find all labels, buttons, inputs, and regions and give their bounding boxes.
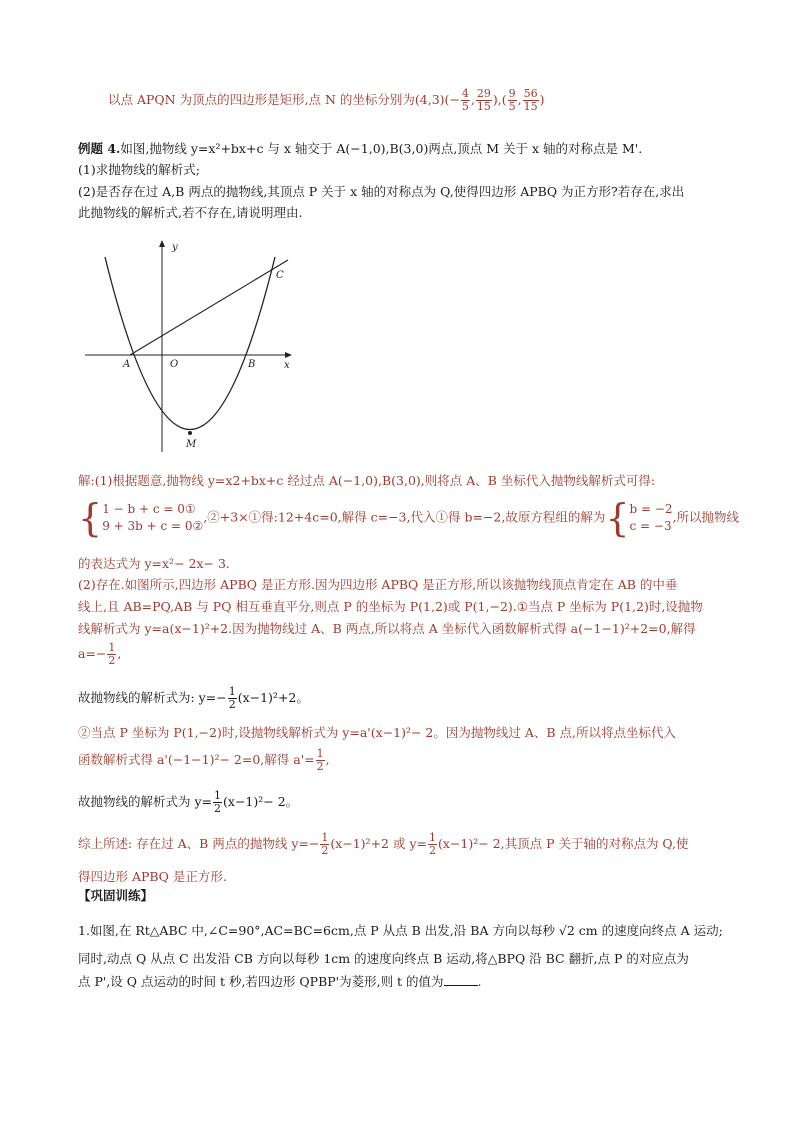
solution-b: b = −2 — [629, 502, 673, 516]
fraction — [228, 686, 237, 711]
practice-question-line-1: 1.如图,在 Rt△ABC 中,∠C=90°,AC=BC=6cm,点 P 从点 B 出发,沿 BA 方向以每秒 √2 cm 的速度向终点 A 运动; — [78, 923, 723, 938]
vertex-point — [188, 431, 192, 435]
denominator: 2 — [428, 844, 436, 857]
vertex-m-label: M — [186, 439, 197, 450]
fraction — [316, 748, 325, 773]
intro-line — [108, 88, 545, 113]
part2-line-2: 线上,且 AB=PQ,AB 与 PQ 相互垂直平分,则点 P 的坐标为 P(1,2)或 P(1,−2).①当点 P 坐标为 P(1,2)时,设抛物 — [78, 599, 703, 614]
numerator: 1 — [108, 641, 116, 654]
solution-step-1: 解:(1)根据题意,抛物线 y=x2+bx+c 经过点 A(−1,0),B(3,0),则将点 A、B 坐标代入抛物线解析式可得: — [78, 473, 656, 488]
numerator: 1 — [321, 831, 329, 844]
parabola-graph — [80, 232, 300, 457]
practice-question-text: 点 P',设 Q 点运动的时间 t 秒,若四边形 QPBP'为菱形,则 t 的值为 — [78, 974, 444, 989]
conclusion-1-end: (x−1)²+2。 — [237, 690, 309, 705]
solution-step-3: ,所以抛物线 — [672, 509, 740, 525]
part2-line-4 — [78, 642, 121, 667]
denominator: 2 — [108, 654, 116, 667]
solution-system — [630, 501, 673, 535]
case2-text: 函数解析式得 a'(−1−1)²− 2=0,解得 a'= — [78, 752, 315, 767]
point-a-label: A — [123, 359, 131, 370]
parabola-figure — [80, 232, 300, 457]
summary-line-1 — [78, 832, 689, 857]
fraction — [508, 88, 517, 113]
denominator: 15 — [523, 100, 538, 113]
origin-label: O — [170, 359, 179, 370]
case2-line-2 — [78, 748, 330, 773]
fraction — [213, 790, 222, 815]
example-stem-line — [78, 140, 642, 158]
conclusion-2 — [78, 790, 298, 815]
numerator: 1 — [316, 747, 324, 760]
fraction — [320, 832, 329, 857]
numerator: 1 — [428, 831, 436, 844]
fraction — [476, 88, 492, 113]
part2-line-3: 线解析式为 y=a(x−1)²+2.因为抛物线过 A、B 两点,所以将点 A 坐标代入函数解析式得 a(−1−1)²+2=0,解得 — [78, 621, 696, 636]
equation-system-line — [78, 496, 740, 540]
summary-text-2: (x−1)²+2 或 y= — [330, 836, 427, 851]
conclusion-1-text: 故抛物线的解析式为: y=− — [78, 690, 227, 705]
summary-text: 综上所述: 存在过 A、B 两点的抛物线 y=− — [78, 836, 320, 851]
example-label: 例题 4. — [78, 141, 121, 156]
solution-step-2: ,②+3×①得:12+4c=0,解得 c=−3,代入①得 b=−2,故原方程组的解为 — [203, 509, 606, 525]
denominator: 5 — [461, 100, 469, 113]
intro-text: 以点 APQN 为顶点的四边形是矩形,点 N 的坐标分别为(4,3)(− — [108, 92, 460, 107]
summary-text-3: (x−1)²− 2,其顶点 P 关于轴的对称点为 Q,使 — [437, 836, 689, 851]
practice-question-line-2: 同时,动点 Q 从点 C 出发沿 CB 方向以每秒 1cm 的速度向终点 B 运动,将△BPQ 沿 BC 翻折,点 P 的对应点为 — [78, 951, 689, 966]
practice-question-line-3 — [78, 973, 482, 991]
y-label: y — [172, 242, 178, 253]
fraction — [461, 88, 470, 113]
case2-line-1: ②当点 P 坐标为 P(1,−2)时,设抛物线解析式为 y=a'(x−1)²− 2。因为抛物线过 A、B 点,所以将点坐标代入 — [78, 725, 676, 740]
equation-2: 9 + 3b + c = 0② — [102, 519, 204, 533]
denominator: 2 — [321, 844, 329, 857]
solution-c: c = −3 — [629, 519, 672, 533]
left-brace: { — [605, 496, 630, 540]
sep: , — [117, 646, 122, 661]
a-value: a=− — [78, 646, 107, 661]
answer-blank[interactable] — [444, 985, 478, 986]
denominator: 15 — [476, 100, 491, 113]
left-brace: { — [78, 496, 103, 540]
example-question-1: (1)求抛物线的解析式; — [78, 162, 200, 177]
period: . — [477, 974, 482, 989]
fraction — [523, 88, 539, 113]
point-c-label: C — [276, 270, 284, 281]
numerator: 1 — [214, 789, 222, 802]
sep: , — [325, 752, 330, 767]
numerator: 56 — [523, 87, 538, 100]
numerator: 4 — [461, 87, 469, 100]
conclusion-1 — [78, 686, 309, 711]
numerator: 29 — [476, 87, 491, 100]
y-axis-arrow — [159, 240, 165, 247]
example-question-2: (2)是否存在过 A,B 两点的抛物线,其顶点 P 关于 x 轴的对称点为 Q,使得四边形 APBQ 为正方形?若存在,求出 — [78, 184, 685, 199]
practice-heading: 【巩固训练】 — [78, 888, 154, 903]
x-axis-arrow — [285, 352, 292, 358]
conclusion-2-text: 故抛物线的解析式为 y= — [78, 794, 213, 809]
example-question-2-cont: 此抛物线的解析式,若不存在,请说明理由. — [78, 205, 303, 220]
sep: ),( — [492, 92, 507, 107]
x-label: x — [284, 360, 290, 371]
sep: , — [517, 92, 522, 107]
equation-1: 1 − b + c = 0① — [102, 502, 196, 516]
denominator: 2 — [214, 802, 222, 815]
example-stem: 如图,抛物线 y=x²+bx+c 与 x 轴交于 A(−1,0),B(3,0)两点,顶点 M 关于 x 轴的对称点是 M'. — [120, 141, 643, 156]
sep: , — [470, 92, 475, 107]
numerator: 9 — [508, 87, 516, 100]
fraction — [428, 832, 437, 857]
summary-line-2: 得四边形 APBQ 是正方形. — [78, 869, 227, 884]
denominator: 2 — [228, 698, 236, 711]
conclusion-2-end: (x−1)²− 2。 — [223, 794, 299, 809]
point-b-label: B — [248, 359, 256, 370]
denominator: 2 — [316, 760, 324, 773]
numerator: 1 — [228, 685, 236, 698]
line-ac — [130, 260, 288, 355]
sep: ) — [539, 92, 545, 107]
solution-expression: 的表达式为 y=x²− 2x− 3. — [78, 556, 230, 571]
equation-system — [102, 501, 203, 535]
denominator: 5 — [508, 100, 516, 113]
fraction — [107, 642, 116, 667]
part2-line-1: (2)存在.如图所示,四边形 APBQ 是正方形.因为四边形 APBQ 是正方形,所以该抛物线顶点肯定在 AB 的中垂 — [78, 577, 678, 592]
